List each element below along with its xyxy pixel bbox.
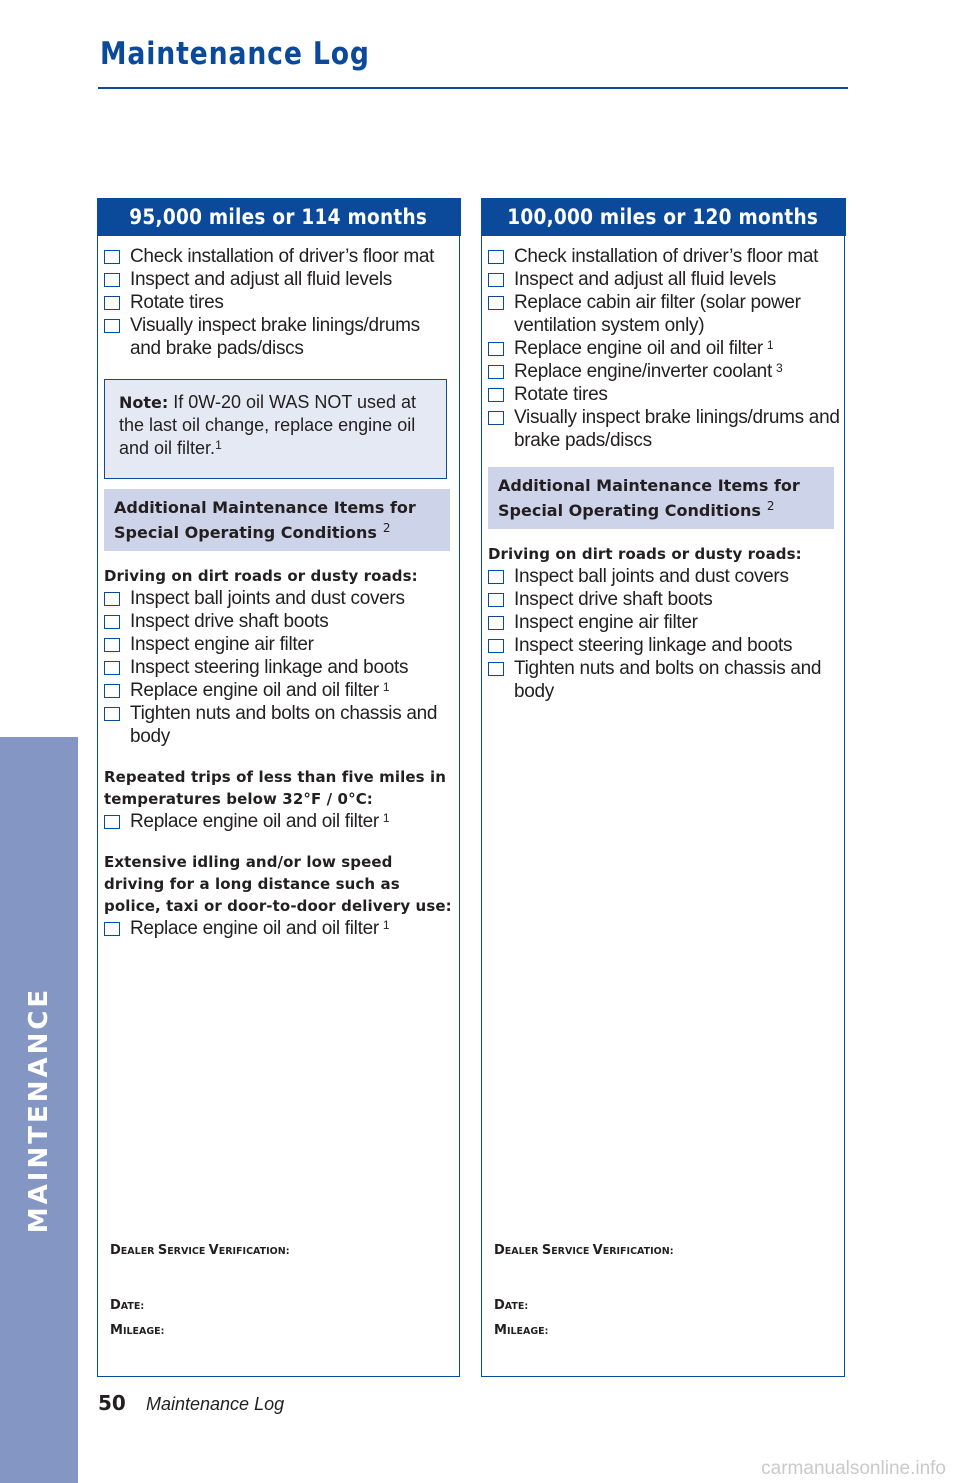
footnote-marker: 3 [775,361,783,375]
checklist-item [488,565,840,588]
note-box [104,379,447,479]
checkbox-icon[interactable] [488,411,504,425]
checklist-item-text: Inspect ball joints and dust covers [514,566,789,587]
conditions [104,565,455,940]
checkbox-icon[interactable] [104,250,120,264]
dealer-service-verification [110,1239,290,1258]
checklist-item-text: Inspect ball joints and dust covers [130,588,405,609]
checklist-item [104,587,455,610]
checklist-item-text: Rotate tires [130,292,224,313]
checkbox-icon[interactable] [488,273,504,287]
checklist-item [488,588,840,611]
condition-checklist [104,587,455,748]
checklist-item [104,268,455,291]
additional-footnote: 2 [382,521,391,535]
additional-line-2: Special Operating Conditions [114,523,377,542]
checklist-item-text: Replace engine oil and oil filter [514,338,763,359]
checkbox-icon[interactable] [488,570,504,584]
checklist-item-text: Inspect engine air filter [514,612,698,633]
checkbox-icon[interactable] [104,615,120,629]
condition-heading: Driving on dirt roads or dusty roads: [104,567,418,585]
panel-header-label: 95,000 miles or 114 months [129,204,428,229]
checkbox-icon[interactable] [104,296,120,310]
mileage-field-label [494,1319,548,1338]
dealer-service-verification [494,1239,674,1258]
checklist-item [104,679,455,702]
smallcaps-rest: ILEAGE: [506,1326,549,1337]
footnote-marker: 1 [766,338,774,352]
checklist-item-text: Rotate tires [514,384,608,405]
checklist-item [104,633,455,656]
checkbox-icon[interactable] [488,365,504,379]
smallcaps-rest: ERVICE [167,1246,209,1257]
checklist-item [104,810,455,833]
panel-body [104,245,455,958]
date-field-label [110,1294,144,1313]
additional-items-heading [488,467,834,529]
smallcaps-rest: ATE: [504,1301,529,1312]
checklist-item-text: Inspect and adjust all fluid levels [514,269,776,290]
smallcaps-initial: D [494,1298,505,1313]
checkbox-icon[interactable] [104,273,120,287]
watermark: carmanualsonline.info [761,1458,946,1479]
maintenance-panel-100000 [481,198,845,1377]
panel-header-label: 100,000 miles or 120 months [507,204,819,229]
checkbox-icon[interactable] [104,661,120,675]
additional-line-1: Additional Maintenance Items for [114,498,416,517]
checkbox-icon[interactable] [104,319,120,333]
checklist-item-text: Replace cabin air filter (solar power ventilation system only) [514,292,801,336]
condition-heading: Driving on dirt roads or dusty roads: [488,545,802,563]
footnote-marker: 1 [382,918,390,932]
smallcaps-initial: D [110,1243,121,1258]
side-section-label: MAINTENANCE [24,986,54,1234]
checkbox-icon[interactable] [488,250,504,264]
checklist-item [488,634,840,657]
note-label: Note: [119,393,169,412]
footnote-marker: 1 [382,680,390,694]
date-field-label [494,1294,528,1313]
additional-line-1: Additional Maintenance Items for [498,476,800,495]
checklist-item [488,611,840,634]
checkbox-icon[interactable] [104,684,120,698]
checklist-item [104,702,455,748]
note-footnote: 1 [215,438,222,452]
checkbox-icon[interactable] [104,638,120,652]
condition-group [488,543,840,703]
checklist-item [104,610,455,633]
page-number: 50 [98,1391,126,1415]
condition-checklist [104,917,455,940]
checklist-item [488,291,840,337]
condition-heading: Extensive idling and/or low speed driving for a long distance such as police, taxi or door-to-door delivery use: [104,853,452,915]
checklist-item-text: Inspect and adjust all fluid levels [130,269,392,290]
checklist-item [104,314,455,360]
smallcaps-initial: D [110,1298,121,1313]
checkbox-icon[interactable] [488,639,504,653]
checklist-item [488,406,840,452]
checklist-item-text: Tighten nuts and bolts on chassis and body [514,658,822,702]
condition-checklist [488,565,840,703]
additional-footnote: 2 [766,499,775,513]
checkbox-icon[interactable] [488,296,504,310]
smallcaps-initial: S [541,1243,552,1258]
smallcaps-rest: ERIFICATION: [218,1246,290,1257]
checklist-item [488,657,840,703]
maintenance-panel-95000 [97,198,460,1377]
note-text: If 0W-20 oil WAS NOT used at the last oil change, replace engine oil and oil filter. [119,392,417,458]
checklist-item [104,656,455,679]
checklist-item-text: Visually inspect brake linings/drums and brake pads/discs [514,407,840,451]
checklist-item-text: Replace engine oil and oil filter [130,680,379,701]
smallcaps-initial: V [208,1243,219,1258]
checklist-item [488,268,840,291]
conditions [488,543,840,703]
checklist-item [488,360,840,383]
smallcaps-rest: EALER [120,1246,158,1257]
checkbox-icon[interactable] [104,815,120,829]
checklist-item-text: Replace engine/inverter coolant [514,361,772,382]
footer-label: Maintenance Log [146,1394,285,1414]
smallcaps-initial: S [157,1243,168,1258]
checklist-item [104,245,455,268]
smallcaps-initial: D [494,1243,505,1258]
additional-line-2: Special Operating Conditions [498,501,761,520]
smallcaps-initial: M [110,1323,123,1338]
condition-checklist [104,810,455,833]
smallcaps-rest: ERIFICATION: [602,1246,674,1257]
checklist-item-text: Inspect drive shaft boots [514,589,713,610]
panel-header [481,198,846,236]
checklist-item-text: Tighten nuts and bolts on chassis and body [130,703,438,747]
main-checklist [488,245,840,452]
page-title: Maintenance Log [100,36,370,72]
checkbox-icon[interactable] [488,662,504,676]
footnote-marker: 1 [382,811,390,825]
smallcaps-initial: M [494,1323,507,1338]
checkbox-icon[interactable] [488,593,504,607]
checklist-item [104,917,455,940]
title-divider [98,87,848,89]
checklist-item [488,337,840,360]
condition-heading: Repeated trips of less than five miles in temperatures below 32°F / 0°C: [104,768,446,808]
condition-group [104,766,455,833]
condition-group [104,851,455,940]
main-checklist [104,245,455,360]
checklist-item-text: Inspect steering linkage and boots [130,657,409,678]
checkbox-icon[interactable] [104,592,120,606]
panel-header [97,198,461,236]
smallcaps-initial: V [592,1243,603,1258]
checklist-item-text: Inspect drive shaft boots [130,611,329,632]
checklist-item-text: Replace engine oil and oil filter [130,918,379,939]
panel-body [488,245,840,721]
checklist-item-text: Inspect steering linkage and boots [514,635,793,656]
checklist-item-text: Check installation of driver’s floor mat [130,246,435,267]
checkbox-icon[interactable] [488,616,504,630]
checkbox-icon[interactable] [488,342,504,356]
smallcaps-rest: ERVICE [551,1246,593,1257]
checklist-item [488,245,840,268]
mileage-field-label [110,1319,164,1338]
checklist-item-text: Visually inspect brake linings/drums and brake pads/discs [130,315,420,359]
checklist-item-text: Replace engine oil and oil filter [130,811,379,832]
smallcaps-rest: ILEAGE: [122,1326,165,1337]
checkbox-icon[interactable] [104,922,120,936]
checklist-item-text: Inspect engine air filter [130,634,314,655]
checklist-item [488,383,840,406]
smallcaps-rest: EALER [504,1246,542,1257]
checklist-item-text: Check installation of driver’s floor mat [514,246,819,267]
checkbox-icon[interactable] [488,388,504,402]
checkbox-icon[interactable] [104,707,120,721]
additional-items-heading [104,489,450,551]
checklist-item [104,291,455,314]
smallcaps-rest: ATE: [120,1301,145,1312]
condition-group [104,565,455,748]
